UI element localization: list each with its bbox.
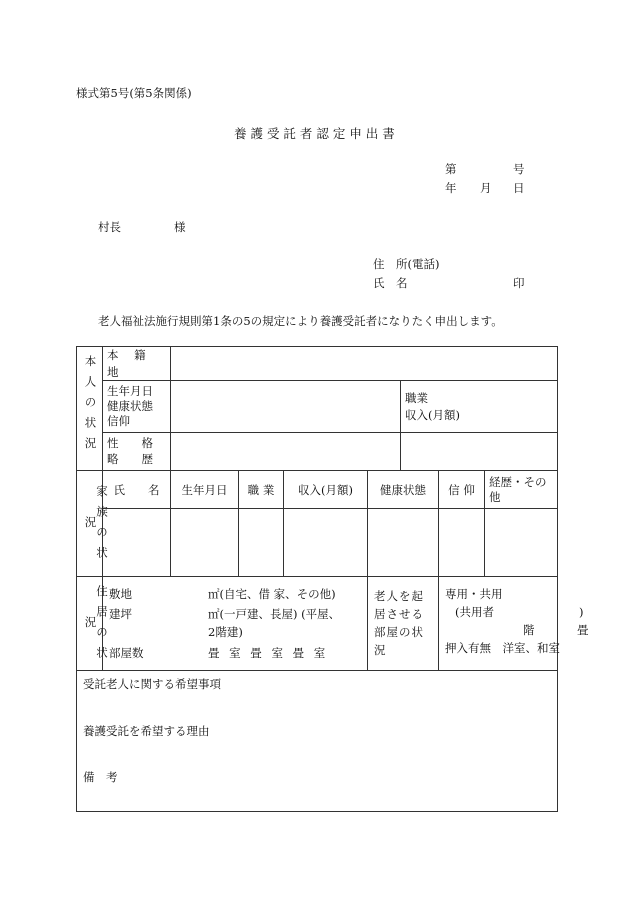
family-cell-income[interactable]	[284, 509, 368, 577]
honseki-label: 本 籍 地	[103, 347, 171, 381]
statement: 老人福祉法施行規則第1条の5の規定により養護受託者になりたく申出します。	[98, 314, 503, 328]
character-history-label: 性 格 略 歴	[103, 433, 171, 471]
application-table	[76, 346, 589, 812]
number-suffix: 号	[513, 162, 525, 176]
section-family-label-cell	[77, 471, 109, 577]
family-col-occupation: 職 業	[239, 471, 284, 509]
shared-with: (共用者	[455, 605, 494, 620]
section-self-label-cell	[77, 347, 103, 471]
wishes-label: 受託老人に関する希望事項	[83, 677, 221, 692]
family-col-income: 収入(月額)	[284, 471, 368, 509]
family-col-history: 経歴・その他	[485, 471, 558, 509]
site-label: 敷地	[109, 587, 132, 602]
character-history-field[interactable]	[171, 433, 401, 471]
name-label: 氏 名	[373, 276, 408, 290]
floor-level: 階	[523, 623, 535, 638]
income-label: 収入(月額)	[405, 407, 460, 422]
form-number: 様式第5号(第5条関係)	[76, 86, 192, 100]
rooms-units: 畳 室 畳 室 畳 室	[208, 646, 329, 661]
date-day: 日	[513, 181, 525, 195]
family-cell-history[interactable]	[485, 509, 558, 577]
rooms-label: 部屋数	[109, 646, 144, 661]
reason-label: 養護受託を希望する理由	[83, 724, 210, 739]
floor-label: 建坪	[109, 607, 132, 622]
family-col-name: 氏 名	[103, 471, 171, 509]
family-cell-health[interactable]	[368, 509, 439, 577]
seal-mark: 印	[513, 276, 525, 290]
section-self-label: 本人の状況	[83, 355, 98, 458]
birth-health-faith-field[interactable]	[171, 381, 401, 433]
honseki-field[interactable]	[171, 347, 558, 381]
tatami-unit: 畳	[577, 623, 589, 638]
section-family-label: 家族の状況	[83, 485, 109, 568]
floor-unit-2: 2階建)	[208, 625, 243, 640]
addressee: 村長	[98, 220, 121, 234]
family-cell-occupation[interactable]	[239, 509, 284, 577]
shared-close: )	[579, 605, 584, 620]
family-cell-name[interactable]	[103, 509, 171, 577]
family-col-health: 健康状態	[368, 471, 439, 509]
section-home-label-cell	[77, 577, 109, 671]
family-cell-birth[interactable]	[171, 509, 239, 577]
date-month: 月	[480, 181, 492, 195]
occupation-label: 職業	[405, 391, 428, 406]
family-cell-faith[interactable]	[439, 509, 485, 577]
room-details[interactable]	[439, 577, 589, 671]
number-prefix: 第	[445, 162, 457, 176]
character-history-extra[interactable]	[401, 433, 558, 471]
room-for-elderly-label: 老人を起居させる部屋の状況	[368, 577, 439, 671]
home-details[interactable]	[103, 577, 368, 671]
family-col-faith: 信 仰	[439, 471, 485, 509]
site-unit: ㎡(自宅、借 家、その他)	[208, 587, 336, 602]
section-home-label: 住居の状況	[83, 585, 109, 668]
birth-health-faith-label: 生年月日 健康状態 信仰	[103, 381, 171, 433]
date-year: 年	[445, 181, 457, 195]
notes-area[interactable]	[77, 671, 558, 812]
family-col-birth: 生年月日	[171, 471, 239, 509]
remarks-label: 備 考	[83, 770, 118, 785]
address-label: 住 所(電話)	[373, 257, 440, 271]
floor-unit: ㎡(一戸建、長屋) (平屋、	[208, 607, 341, 622]
occupation-income-cell[interactable]	[401, 381, 558, 433]
form-title: 養 護 受 託 者 認 定 申 出 書	[234, 126, 395, 141]
exclusive-shared: 専用・共用	[445, 587, 503, 602]
addressee-honorific: 様	[174, 220, 186, 234]
lock-info: 押入有無 洋室、和室	[445, 641, 560, 656]
